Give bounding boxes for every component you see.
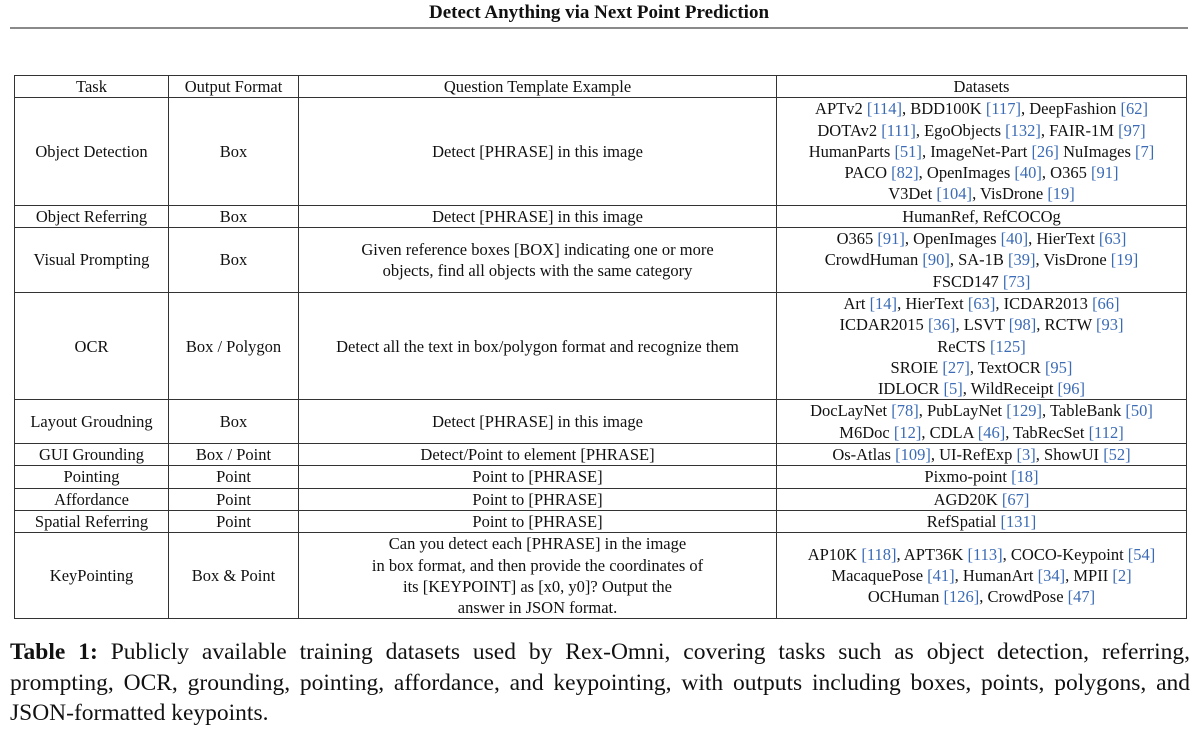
running-header: Detect Anything via Next Point Prediction (428, 2, 770, 23)
caption-text: Publicly available training datasets used by Rex-Omni, covering tasks such as object detection, referring, prompting, OCR, grounding, pointing, affordance, and keypointing, with outputs including boxes, points, polygons, and JSON-formatted keypoints. (10, 639, 1191, 726)
dataset-name: IDLOCR (877, 379, 944, 399)
dataset-name: , ICDAR2013 (995, 293, 1093, 313)
citation-link[interactable]: [90] (922, 250, 950, 270)
citation-link[interactable]: [91] (877, 229, 905, 249)
template-line: Given reference boxes [BOX] indicating one or more (361, 239, 714, 259)
template-line: Detect [PHRASE] in this image (432, 206, 643, 226)
citation-link[interactable]: [96] (1057, 379, 1086, 399)
citation-link[interactable]: [104] (936, 184, 973, 204)
table-header-row (15, 76, 1187, 98)
citation-link[interactable]: [63] (1098, 229, 1127, 249)
dataset-name: MacaquePose (831, 566, 928, 586)
datasets-cell (777, 400, 1187, 444)
datasets-cell (777, 444, 1187, 466)
dataset-name: , TabRecSet (1005, 422, 1089, 442)
dataset-name: , EgoObjects (915, 120, 1006, 140)
dataset-name: , HumanArt (954, 566, 1038, 586)
citation-link[interactable]: [26] (1031, 141, 1059, 161)
citation-link[interactable]: [125] (989, 336, 1026, 356)
citation-link[interactable]: [5] (943, 379, 963, 399)
citation-link[interactable]: [95] (1044, 357, 1073, 377)
template-line: Detect all the text in box/polygon format and recognize them (336, 336, 739, 356)
dataset-name: ICDAR2015 (839, 315, 928, 335)
column-header-task: Task (15, 76, 169, 98)
dataset-line (781, 249, 1182, 270)
datasets-cell (777, 466, 1187, 488)
dataset-name: Pixmo-point (924, 467, 1012, 487)
dataset-line (781, 183, 1182, 204)
dataset-name: , ShowUI (1035, 445, 1104, 465)
dataset-name: , CDLA (921, 422, 978, 442)
table-row (15, 228, 1187, 293)
citation-link[interactable]: [7] (1135, 141, 1155, 161)
citation-link[interactable]: [39] (1008, 250, 1036, 270)
citation-link[interactable]: [46] (977, 422, 1006, 442)
question-template-cell (299, 292, 777, 399)
datasets-cell (777, 205, 1187, 227)
citation-link[interactable]: [97] (1118, 120, 1146, 140)
dataset-line (781, 466, 1182, 487)
dataset-name: , COCO-Keypoint (1002, 544, 1128, 564)
citation-link[interactable]: [3] (1016, 445, 1036, 465)
output-format-cell: Box (169, 400, 299, 444)
dataset-name: , DeepFashion (1021, 99, 1121, 119)
task-cell: Spatial Referring (15, 510, 169, 532)
citation-link[interactable]: [18] (1011, 467, 1039, 487)
question-template-cell (299, 510, 777, 532)
dataset-name: , LSVT (955, 315, 1009, 335)
datasets-cell (777, 292, 1187, 399)
task-cell: Visual Prompting (15, 228, 169, 293)
dataset-name: AGD20K (933, 489, 1002, 509)
dataset-line (781, 489, 1182, 510)
dataset-name: V3Det (888, 184, 937, 204)
header-rule (10, 27, 1188, 29)
citation-link[interactable]: [2] (1112, 566, 1132, 586)
task-cell: KeyPointing (15, 533, 169, 619)
citation-link[interactable]: [93] (1096, 315, 1124, 335)
dataset-line (781, 98, 1182, 119)
output-format-cell: Point (169, 466, 299, 488)
citation-link[interactable]: [98] (1008, 315, 1037, 335)
question-template-cell (299, 98, 777, 205)
task-cell: Pointing (15, 466, 169, 488)
dataset-name: PACO (844, 163, 892, 183)
dataset-line (781, 314, 1182, 335)
question-template-cell (299, 228, 777, 293)
column-header-question-template: Question Template Example (299, 76, 777, 98)
dataset-name: Art (843, 293, 870, 313)
template-line: answer in JSON format. (457, 598, 618, 618)
datasets-table (14, 75, 1187, 619)
dataset-line (781, 565, 1182, 586)
datasets-cell (777, 533, 1187, 619)
citation-link[interactable]: [47] (1067, 587, 1096, 607)
dataset-line (781, 378, 1182, 399)
citation-link[interactable]: [54] (1127, 544, 1156, 564)
citation-link[interactable]: [63] (967, 293, 996, 313)
task-cell: Affordance (15, 488, 169, 510)
dataset-line (781, 162, 1182, 183)
dataset-name: HumanRef, RefCOCOg (902, 206, 1061, 226)
citation-link[interactable]: [129] (1006, 401, 1043, 421)
dataset-name: , VisDrone (972, 184, 1048, 204)
citation-link[interactable]: [19] (1110, 250, 1139, 270)
question-template-cell (299, 533, 777, 619)
dataset-name: O365 (836, 229, 878, 249)
citation-link[interactable]: [73] (1002, 271, 1031, 291)
dataset-name: SROIE (890, 357, 943, 377)
citation-link[interactable]: [114] (866, 99, 902, 119)
citation-link[interactable]: [126] (943, 587, 980, 607)
dataset-name: APTv2 (815, 99, 867, 119)
citation-link[interactable]: [67] (1001, 489, 1030, 509)
dataset-name: , MPII (1065, 566, 1113, 586)
dataset-name: , SA-1B (949, 250, 1009, 270)
citation-link[interactable]: [50] (1125, 401, 1153, 421)
dataset-name: OCHuman (867, 587, 944, 607)
citation-link[interactable]: [52] (1103, 445, 1131, 465)
caption-label: Table 1: (10, 639, 98, 665)
citation-link[interactable]: [40] (1014, 163, 1042, 183)
column-header-datasets: Datasets (777, 76, 1187, 98)
dataset-name: NuImages (1058, 141, 1136, 161)
column-header-output-format: Output Format (169, 76, 299, 98)
citation-link[interactable]: [66] (1092, 293, 1120, 313)
dataset-line (781, 444, 1182, 465)
dataset-name: Os-Atlas (832, 445, 896, 465)
table-caption (10, 637, 1190, 729)
citation-link[interactable]: [82] (891, 163, 919, 183)
datasets-cell (777, 488, 1187, 510)
task-cell: Object Referring (15, 205, 169, 227)
dataset-name: , RCTW (1036, 315, 1097, 335)
table-row (15, 510, 1187, 532)
template-line: Point to [PHRASE] (472, 489, 603, 509)
table-row (15, 466, 1187, 488)
template-line: Detect/Point to element [PHRASE] (420, 445, 655, 465)
citation-link[interactable]: [19] (1047, 184, 1075, 204)
citation-link[interactable]: [27] (942, 357, 970, 377)
table-row (15, 98, 1187, 205)
citation-link[interactable]: [117] (985, 99, 1021, 119)
dataset-name: HumanParts (808, 141, 895, 161)
dataset-name: , HierText (897, 293, 968, 313)
dataset-name: DOTAv2 (817, 120, 882, 140)
dataset-line (781, 271, 1182, 292)
dataset-line (781, 120, 1182, 141)
citation-link[interactable]: [51] (894, 141, 922, 161)
table-row (15, 400, 1187, 444)
output-format-cell: Point (169, 488, 299, 510)
template-line: Can you detect each [PHRASE] in the image (388, 534, 687, 554)
dataset-name: , HierText (1028, 229, 1099, 249)
dataset-line (781, 544, 1182, 565)
citation-link[interactable]: [118] (861, 544, 897, 564)
table-row (15, 533, 1187, 619)
datasets-cell (777, 510, 1187, 532)
dataset-line (781, 400, 1182, 421)
template-line: Detect [PHRASE] in this image (432, 141, 643, 161)
output-format-cell: Box / Point (169, 444, 299, 466)
dataset-name: , UI-RefExp (930, 445, 1017, 465)
table-row (15, 205, 1187, 227)
dataset-name: RefSpatial (926, 511, 1001, 531)
task-cell: OCR (15, 292, 169, 399)
dataset-name: , BDD100K (901, 99, 986, 119)
output-format-cell: Box & Point (169, 533, 299, 619)
dataset-line (781, 228, 1182, 249)
dataset-name: , OpenImages (918, 163, 1015, 183)
dataset-name: , O365 (1041, 163, 1091, 183)
citation-link[interactable]: [132] (1005, 120, 1041, 140)
dataset-line (781, 141, 1182, 162)
dataset-line (781, 586, 1182, 607)
output-format-cell: Point (169, 510, 299, 532)
datasets-cell (777, 228, 1187, 293)
citation-link[interactable]: [91] (1090, 163, 1119, 183)
table-row (15, 488, 1187, 510)
dataset-line (781, 293, 1182, 314)
dataset-name: , APT36K (896, 544, 968, 564)
dataset-name: M6Doc (839, 422, 894, 442)
dataset-name: , CrowdPose (979, 587, 1068, 607)
dataset-name: , VisDrone (1035, 250, 1111, 270)
table-body (15, 98, 1187, 619)
citation-link[interactable]: [34] (1037, 566, 1066, 586)
dataset-name: , PubLayNet (918, 401, 1007, 421)
template-line: Point to [PHRASE] (472, 467, 603, 487)
dataset-name: CrowdHuman (824, 250, 923, 270)
dataset-name: , TableBank (1042, 401, 1126, 421)
citation-link[interactable]: [113] (967, 544, 1003, 564)
output-format-cell: Box / Polygon (169, 292, 299, 399)
template-line: Detect [PHRASE] in this image (432, 412, 643, 432)
citation-link[interactable]: [112] (1088, 422, 1124, 442)
dataset-name: ReCTS (937, 336, 990, 356)
citation-link[interactable]: [111] (881, 120, 916, 140)
output-format-cell: Box (169, 98, 299, 205)
table-row (15, 292, 1187, 399)
question-template-cell (299, 466, 777, 488)
template-line: Point to [PHRASE] (472, 511, 603, 531)
citation-link[interactable]: [14] (869, 293, 898, 313)
dataset-name: FSCD147 (932, 271, 1003, 291)
question-template-cell (299, 444, 777, 466)
dataset-name: , WildReceipt (962, 379, 1058, 399)
task-cell: Layout Groudning (15, 400, 169, 444)
datasets-cell (777, 98, 1187, 205)
citation-link[interactable]: [109] (895, 445, 931, 465)
dataset-name: , TextOCR (969, 357, 1045, 377)
question-template-cell (299, 400, 777, 444)
dataset-line (781, 206, 1182, 227)
dataset-name: , OpenImages (904, 229, 1001, 249)
dataset-line (781, 336, 1182, 357)
citation-link[interactable]: [78] (891, 401, 919, 421)
question-template-cell (299, 488, 777, 510)
citation-link[interactable]: [41] (927, 566, 955, 586)
output-format-cell: Box (169, 205, 299, 227)
template-line: in box format, and then provide the coordinates of (371, 555, 704, 575)
dataset-name: , FAIR-1M (1040, 120, 1119, 140)
question-template-cell (299, 205, 777, 227)
task-cell: Object Detection (15, 98, 169, 205)
dataset-name: , ImageNet-Part (921, 141, 1032, 161)
task-cell: GUI Grounding (15, 444, 169, 466)
citation-link[interactable]: [62] (1120, 99, 1148, 119)
output-format-cell: Box (169, 228, 299, 293)
template-line: objects, find all objects with the same category (382, 261, 693, 281)
dataset-line (781, 357, 1182, 378)
citation-link[interactable]: [40] (1000, 229, 1029, 249)
template-line: its [KEYPOINT] as [x0, y0]? Output the (403, 576, 672, 596)
citation-link[interactable]: [12] (893, 422, 922, 442)
dataset-line (781, 422, 1182, 443)
table-row (15, 444, 1187, 466)
citation-link[interactable]: [36] (927, 315, 956, 335)
citation-link[interactable]: [131] (1000, 511, 1037, 531)
dataset-name: AP10K (807, 544, 862, 564)
dataset-line (781, 511, 1182, 532)
dataset-name: DocLayNet (810, 401, 892, 421)
